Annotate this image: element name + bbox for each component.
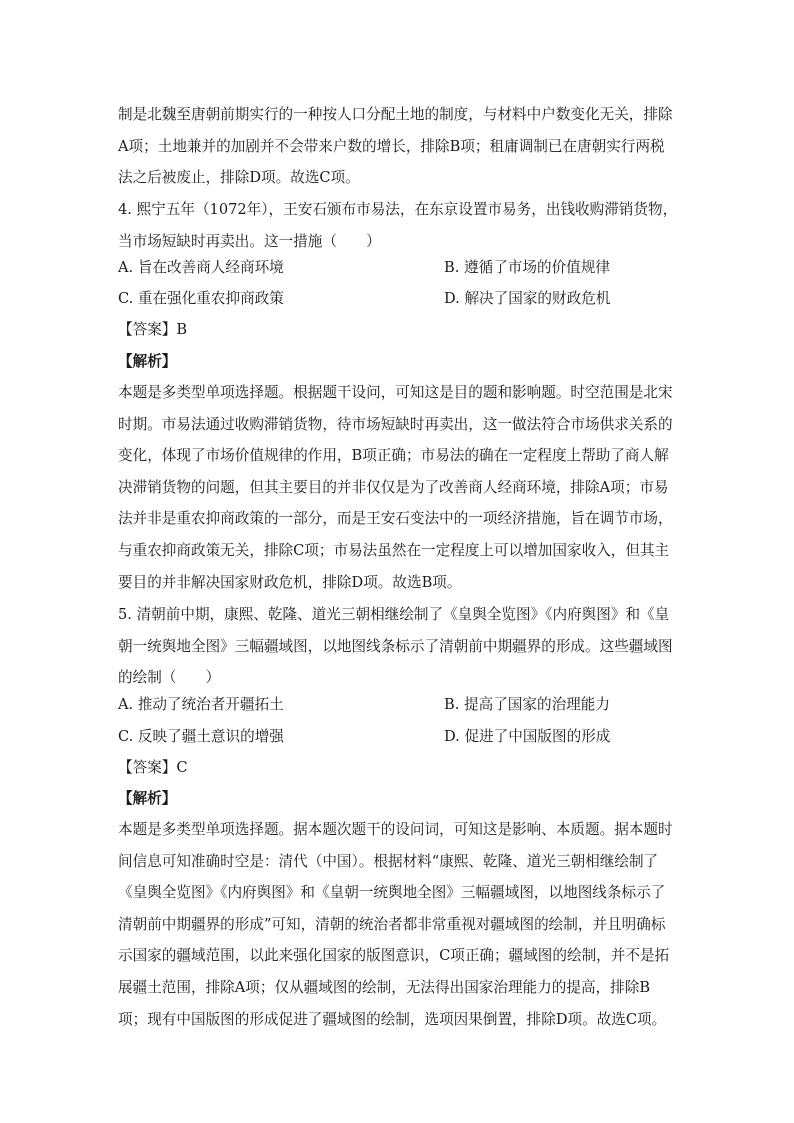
- question-4-answer: 【答案】B: [118, 321, 188, 338]
- question-4-option-b: B. 遵循了市场的价值规律: [444, 259, 610, 276]
- question-5-option-c: C. 反映了疆土意识的增强: [118, 728, 284, 745]
- question-5-stem: 5. 清朝前中期，康熙、乾隆、道光三朝相继绘制了《皇舆全览图》《内府舆图》和《皇朝一统舆地全图》三幅疆域图，以地图线条标示了清朝前中期疆界的形成。这些疆域图的绘制（ ）: [118, 606, 673, 687]
- question-5-analysis: 本题是多类型单项选择题。据本题次题干的设问词，可知这是影响、本质题。据本题时间信息可知准确时空是：清代（中国）。根据材料“康熙、乾隆、道光三朝相继绘制了《皇舆全览图》《内府舆图》和《皇朝一统舆地全图》三幅疆域图，以地图线条标示了清朝前中期疆界的形成”可知，清朝的统治者都非常重视对疆域图的绘制，并且明确标示国家的疆域范围，以此来强化国家的版图意识，C项正确；疆域图的绘制，并不是拓展疆土范围，排除A项；仅从疆域图的绘制，无法得出国家治理能力的提高，排除B项；现有中国版图的形成促进了疆域图的绘制，选项因果倒置，排除D项。故选C项。: [118, 821, 673, 1028]
- question-5-analysis-label: 【解析】: [118, 790, 177, 807]
- question-4-stem: 4. 熙宁五年（1072年），王安石颁布市易法，在东京设置市易务，出钱收购滞销货物，当市场短缺时再卖出。这一措施（ ）: [118, 201, 678, 250]
- question-4-option-a: A. 旨在改善商人经商环境: [118, 259, 284, 276]
- previous-analysis-tail: 制是北魏至唐朝前期实行的一种按人口分配土地的制度，与材料中户数变化无关，排除A项；土地兼并的加剧并不会带来户数的增长，排除B项；租庸调制已在唐朝实行两税法之后被废止，排除D项。故选C项。: [118, 106, 673, 187]
- question-5-option-b: B. 提高了国家的治理能力: [444, 696, 610, 713]
- question-5-answer: 【答案】C: [118, 759, 188, 776]
- question-4-option-c: C. 重在强化重农抑商政策: [118, 290, 284, 307]
- question-5-option-d: D. 促进了中国版图的形成: [444, 728, 611, 745]
- question-4-option-d: D. 解决了国家的财政危机: [444, 290, 611, 307]
- question-4-analysis-label: 【解析】: [118, 353, 177, 370]
- question-5-option-a: A. 推动了统治者开疆拓土: [118, 696, 284, 713]
- question-4-analysis: 本题是多类型单项选择题。根据题干设问，可知这是目的题和影响题。时空范围是北宋时期。市易法通过收购滞销货物，待市场短缺时再卖出，这一做法符合市场供求关系的变化，体现了市场价值规律的作用，B项正确；市易法的确在一定程度上帮助了商人解决滞销货物的问题，但其主要目的并非仅仅是为了改善商人经商环境，排除A项；市易法并非是重农抑商政策的一部分，而是王安石变法中的一项经济措施，旨在调节市场，与重农抑商政策无关，排除C项；市易法虽然在一定程度上可以增加国家收入，但其主要目的并非解决国家财政危机，排除D项。故选B项。: [118, 384, 673, 591]
